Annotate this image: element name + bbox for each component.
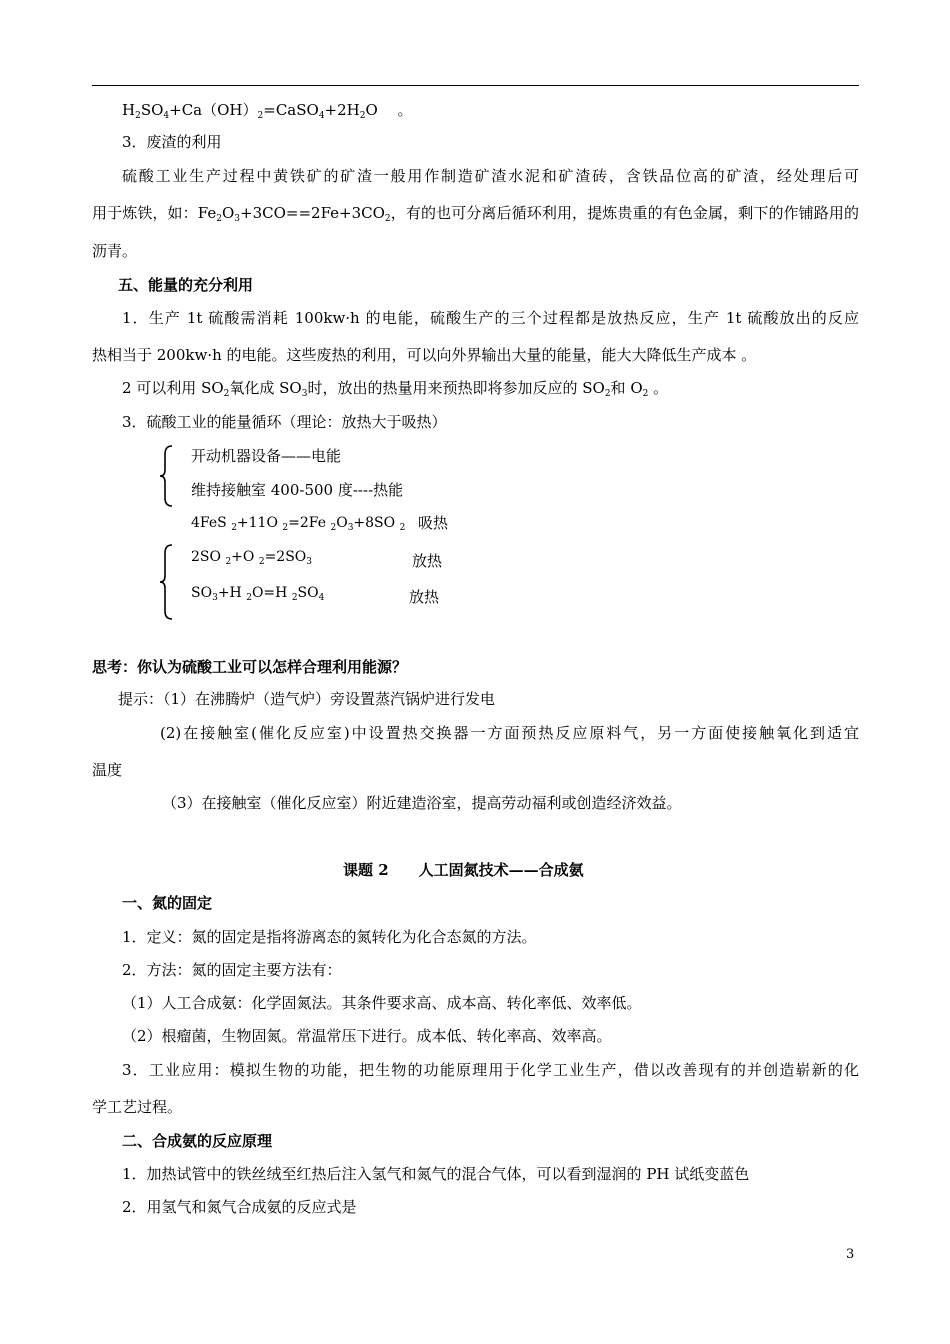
label-endothermic: 吸热 bbox=[418, 514, 449, 532]
left-brace-consumption bbox=[158, 444, 174, 508]
label-exothermic-1: 放热 bbox=[412, 552, 443, 570]
slag-paragraph-line3: 沥青。 bbox=[92, 242, 138, 260]
gypsum-equation: $H_2SO_4+Ca(OH)_2=CaSO_4+2H_2O$ 。 bbox=[122, 101, 413, 121]
principle-1: 1．加热试管中的铁丝绒至红热后注入氢气和氮气的混合气体，可以看到湿润的 PH 试纸变蓝色 bbox=[122, 1165, 750, 1183]
method-1: （1）人工合成氨：化学固氮法。其条件要求高、成本高、转化率低、效率低。 bbox=[122, 994, 642, 1012]
section-heading-nitrogen-fixation: 一、氮的固定 bbox=[122, 894, 213, 912]
energy-para3: 3．硫酸工业的能量循环（理论：放热大于吸热） bbox=[122, 413, 447, 431]
left-brace-production bbox=[158, 543, 174, 621]
definition: 1．定义：氮的固定是指将游离态的氮转化为化合态氮的方法。 bbox=[122, 928, 537, 946]
header-rule bbox=[92, 85, 859, 86]
slag-paragraph-line1: 硫酸工业生产过程中黄铁矿的矿渣一般用作制造矿渣水泥和矿渣砖，含铁品位高的矿渣，经处理后可 bbox=[122, 167, 859, 185]
reaction-pyrite-roasting: 4FeS $_2$+11O $_2$=2Fe $_2O_3+8SO$ $_2$ bbox=[191, 515, 406, 533]
energy-para1-line2: 热相当于 200kw·h 的电能。这些废热的利用，可以向外界输出大量的能量，能大大降低生产成本 。 bbox=[92, 346, 757, 364]
consumption-heat: 维持接触室 400-500 度----热能 bbox=[191, 481, 404, 499]
principle-2: 2．用氢气和氮气合成氨的反应式是 bbox=[122, 1198, 357, 1216]
energy-para2: 2 可以利用 $SO_2$氧化成 $SO_3$时，放出的热量用来预热即将参加反应的 $SO_2$和 $O_2$ 。 bbox=[122, 379, 669, 399]
label-exothermic-2: 放热 bbox=[409, 588, 440, 606]
think-question: 思考：你认为硫酸工业可以怎样合理利用能源？ bbox=[92, 658, 408, 676]
reaction-so3-absorption: $SO_3+H$ $_2$O=H $_2SO_4$ bbox=[191, 585, 325, 603]
reaction-so2-oxidation: 2SO $_2$+O $_2=2SO_3$ bbox=[191, 549, 313, 567]
industrial-app-line2: 学工艺过程。 bbox=[92, 1098, 183, 1116]
hint-3: （3）在接触室（催化反应室）附近建造浴室，提高劳动福利或创造经济效益。 bbox=[162, 794, 682, 812]
slag-use-title: 3．废渣的利用 bbox=[122, 133, 222, 151]
hint-1: 提示：（1）在沸腾炉（造气炉）旁设置蒸汽锅炉进行发电 bbox=[118, 690, 496, 708]
industrial-app-line1: 3．工业应用：模拟生物的功能，把生物的功能原理用于化学工业生产，借以改善现有的并创造崭新的化 bbox=[122, 1061, 859, 1079]
method-2: （2）根瘤菌，生物固氮。常温常压下进行。成本低、转化率高、效率高。 bbox=[122, 1027, 612, 1045]
page-number: 3 bbox=[846, 1247, 855, 1262]
section-heading-synthesis-principle: 二、合成氨的反应原理 bbox=[122, 1132, 273, 1150]
topic-title: 课题 2 人工固氮技术——合成氨 bbox=[343, 861, 584, 879]
consumption-electric: 开动机器设备——电能 bbox=[191, 447, 342, 465]
hint-2-line2: 温度 bbox=[92, 761, 123, 779]
hint-2-line1: (2)在接触室(催化反应室)中设置热交换器一方面预热反应原料气，另一方面使接触氧化到适宜 bbox=[160, 724, 859, 742]
methods: 2．方法：氮的固定主要方法有： bbox=[122, 961, 342, 979]
energy-para1-line1: 1．生产 1t 硫酸需消耗 100kw·h 的电能，硫酸生产的三个过程都是放热反应，生产 1t 硫酸放出的反应 bbox=[122, 309, 859, 327]
section-heading-energy: 五、能量的充分利用 bbox=[118, 276, 254, 294]
slag-paragraph-line2: 用于炼铁，如：$Fe_2O_3+3CO==2Fe+3CO_2$，有的也可分离后循环利用，提炼贵重的有色金属，剩下的作铺路用的 bbox=[92, 204, 859, 224]
